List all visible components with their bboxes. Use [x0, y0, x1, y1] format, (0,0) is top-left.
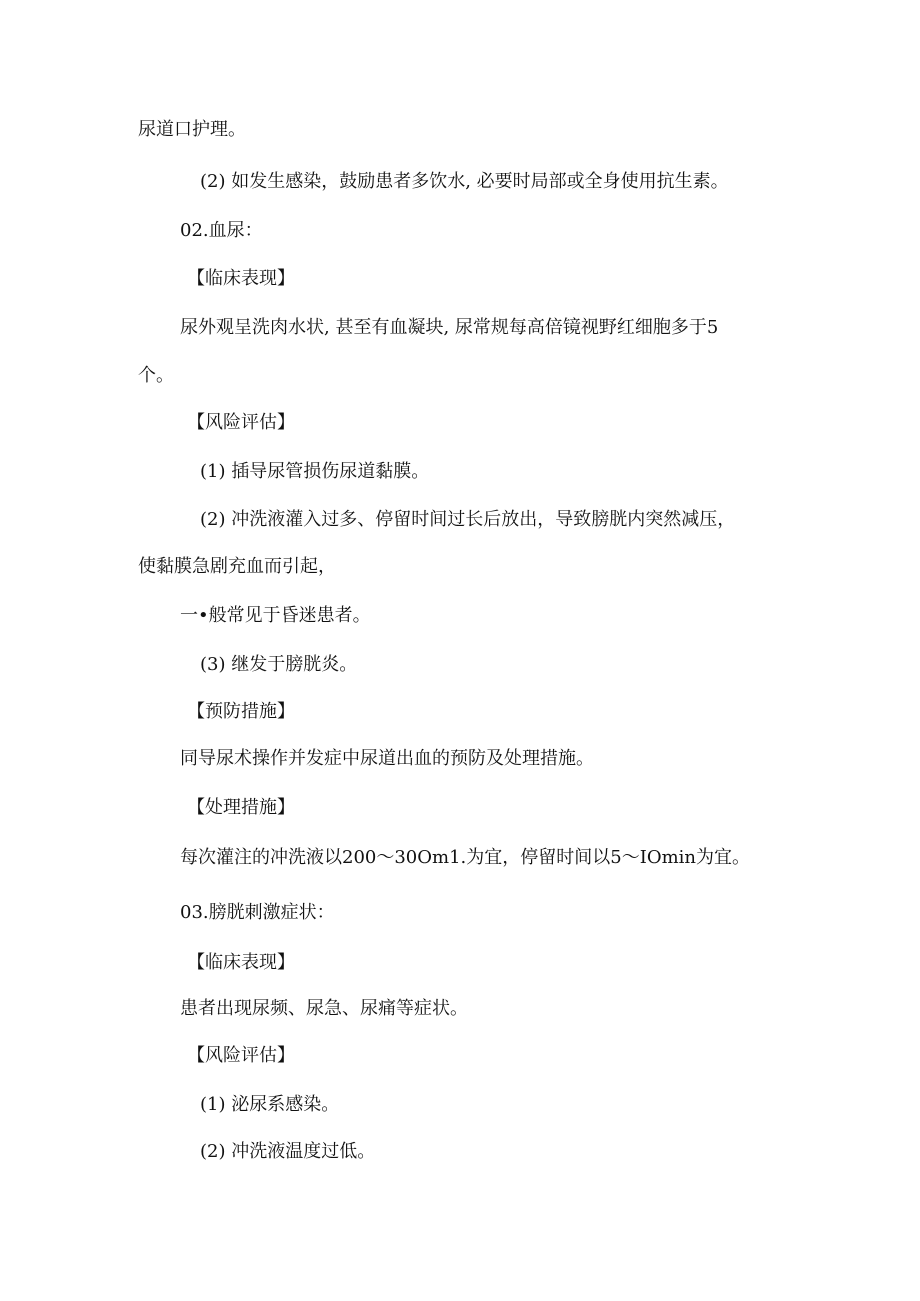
text-line: (3) 继发于膀胱炎。: [200, 654, 358, 675]
subsection-heading: 【临床表现】: [187, 268, 295, 289]
text-line: 尿道口护理。: [138, 119, 246, 140]
text-line: 一•般常见于昏迷患者。: [180, 605, 371, 626]
subsection-heading: 【处理措施】: [187, 797, 295, 818]
text-line: (2) 冲洗液温度过低。: [200, 1141, 376, 1162]
text-line: 每次灌注的冲洗液以200〜30Om1.为宜，停留时间以5〜IOmin为宜。: [180, 847, 750, 868]
text-line: (1) 插导尿管损伤尿道黏膜。: [200, 461, 430, 482]
text-line: 同导尿术操作并发症中尿道出血的预防及处理措施。: [180, 748, 594, 769]
text-line: (2) 如发生感染，鼓励患者多饮水, 必要时局部或全身使用抗生素。: [200, 171, 729, 192]
subsection-heading: 【临床表现】: [187, 952, 295, 973]
text-line: (1) 泌尿系感染。: [200, 1094, 340, 1115]
subsection-heading: 【风险评估】: [187, 1045, 295, 1066]
text-line: 使黏膜急剧充血而引起，: [138, 556, 336, 577]
text-line: (2) 冲洗液灌入过多、停留时间过长后放出，导致膀胱内突然减压，: [200, 509, 736, 530]
section-heading: 02.血尿：: [180, 220, 263, 241]
text-line: 患者出现尿频、尿急、尿痛等症状。: [180, 998, 468, 1019]
subsection-heading: 【风险评估】: [187, 412, 295, 433]
subsection-heading: 【预防措施】: [187, 701, 295, 722]
text-line: 个。: [138, 365, 174, 386]
text-line: 尿外观呈洗肉水状, 甚至有血凝块, 尿常规每高倍镜视野红细胞多于5: [180, 317, 719, 338]
section-heading: 03.膀胱刺激症状：: [180, 902, 335, 923]
